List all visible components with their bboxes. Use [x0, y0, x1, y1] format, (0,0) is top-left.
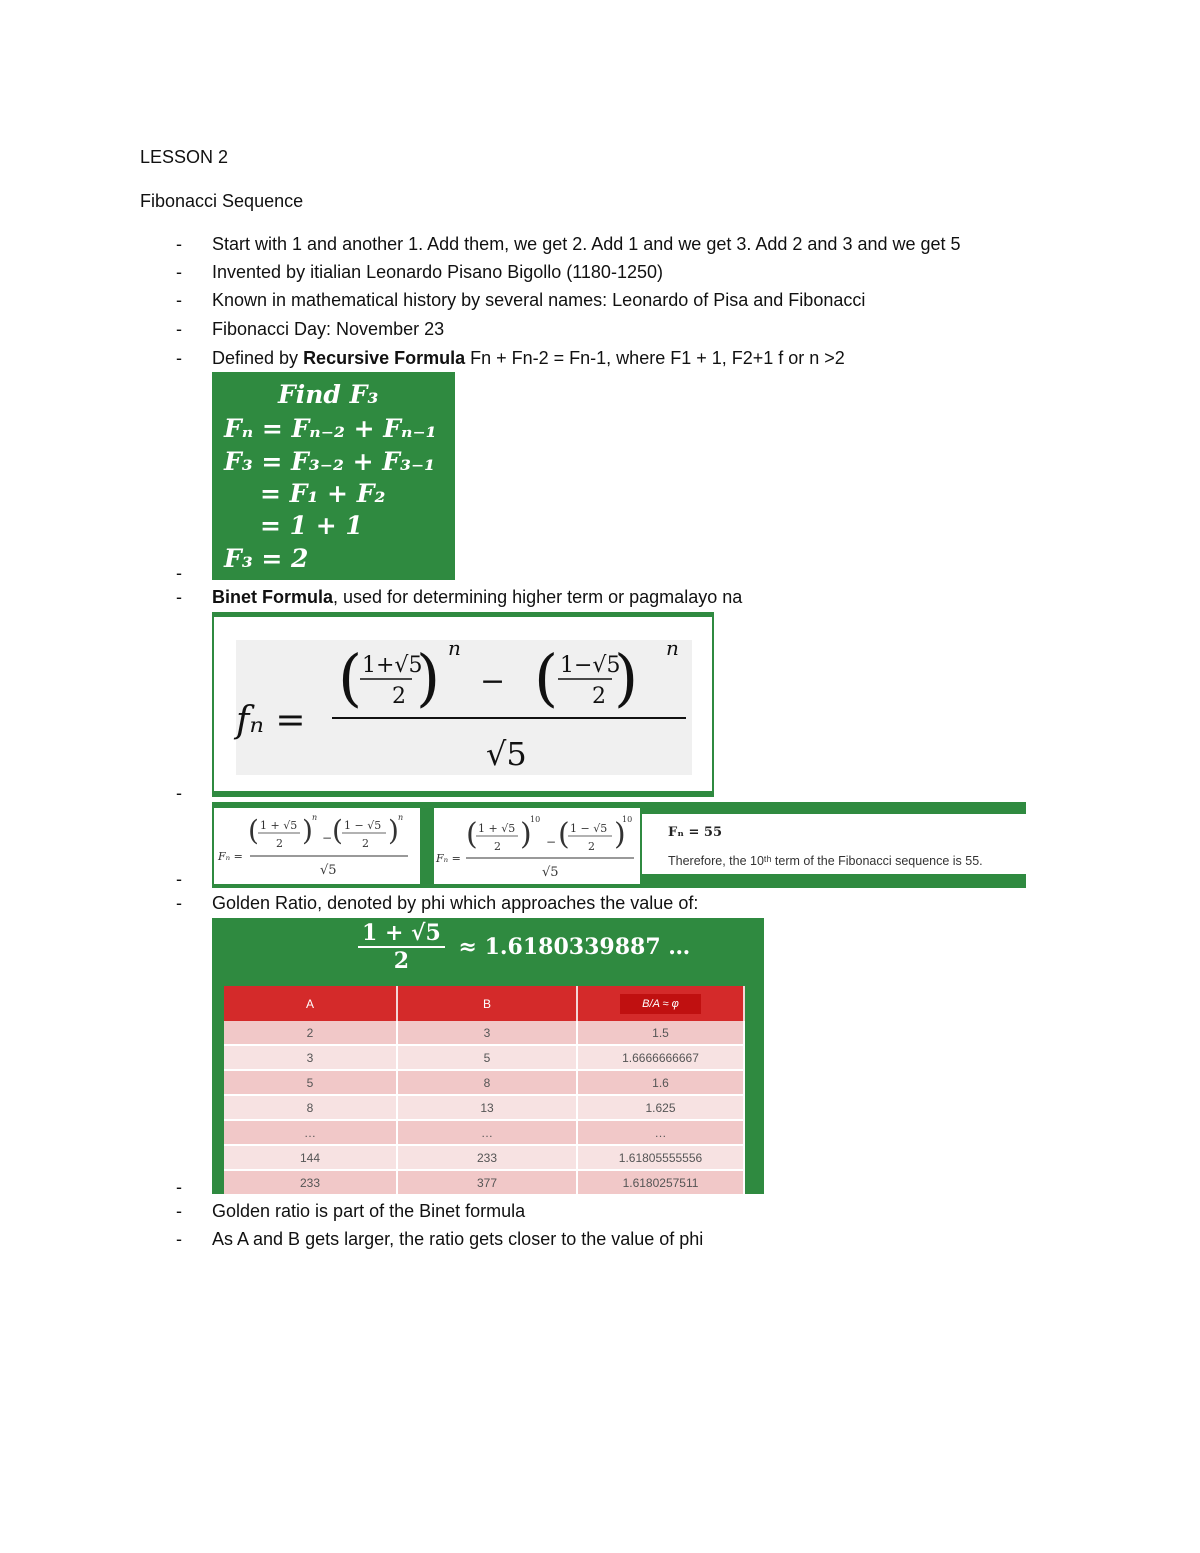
binet-den-left: 2: [392, 684, 406, 709]
binet-example-svg: [212, 802, 1026, 888]
table-cell: 233: [224, 1170, 397, 1195]
ratio-header-label: B/A ≈ φ: [620, 994, 701, 1014]
table-cell: 8: [397, 1070, 577, 1095]
example2-num-b: 1 − √5: [570, 822, 608, 835]
golden-fraction: [358, 920, 690, 974]
binet-exp-right: n: [666, 636, 679, 660]
bullet-bold-text: Recursive Formula: [303, 348, 466, 368]
example1-num-a: 1 + √5: [260, 819, 298, 832]
paren-open-left: (: [338, 641, 363, 714]
golden-ratio-image: [212, 918, 764, 1194]
table-cell: 1.5: [577, 1021, 744, 1045]
table-cell: 1.6666666667: [577, 1045, 744, 1070]
bullet-binet-formula: [212, 586, 742, 608]
bullet-text: Invented by itialian Leonardo Pisano Bigollo (1180-1250): [212, 262, 663, 282]
table-row: [224, 1045, 744, 1070]
binet-num-left: 1+√5: [362, 653, 423, 678]
example1-exp-a: n: [312, 813, 318, 822]
table-cell: 1.6: [577, 1070, 744, 1095]
recursive-line-1: Find F₃: [278, 380, 379, 409]
svg-text:−: −: [546, 835, 557, 849]
table-header-b: B: [397, 986, 577, 1021]
bullet-text: Start with 1 and another 1. Add them, we get 2. Add 1 and we get 3. Add 2 and 3 and we get 5: [212, 234, 961, 254]
example3-text: Therefore, the 10ᵗʰ term of the Fibonacci sequence is 55.: [668, 854, 983, 868]
bullet-text: Defined by: [212, 348, 304, 368]
bullet-text: , used for determining higher term or pagmalayo na: [333, 587, 743, 607]
bullet-mark: -: [176, 319, 182, 339]
table-cell: 5: [224, 1070, 397, 1095]
svg-text:(: (: [248, 814, 259, 847]
bullet-text: Known in mathematical history by several names: Leonardo of Pisa and Fibonacci: [212, 290, 866, 310]
table-cell: 13: [397, 1095, 577, 1120]
bullet-mark: -: [176, 587, 182, 607]
recursive-formula-image: [212, 372, 455, 580]
binet-formula-svg: [214, 617, 712, 791]
bullet-start-with-1: [212, 233, 961, 255]
bullet-mark: -: [176, 262, 182, 282]
example2-num-a: 1 + √5: [478, 822, 516, 835]
recursive-line-2: Fₙ = Fₙ₋₂ + Fₙ₋₁: [224, 414, 437, 443]
table-cell: 1.61805555556: [577, 1145, 744, 1170]
binet-exp-left: n: [448, 636, 461, 660]
table-cell: …: [397, 1120, 577, 1145]
binet-den-right: 2: [592, 684, 606, 709]
binet-example-image: [212, 802, 1026, 888]
paren-close-right: ): [614, 641, 639, 714]
bullet-text: Golden Ratio, denoted by phi which approaches the value of:: [212, 893, 699, 913]
table-header-a: A: [224, 986, 397, 1021]
table-cell: …: [224, 1120, 397, 1145]
example1-den-a: 2: [276, 837, 283, 850]
bullet-recursive-formula: [212, 347, 845, 369]
bullet-mark: -: [176, 1201, 182, 1221]
svg-text:(: (: [332, 814, 343, 847]
svg-text:): ): [520, 817, 532, 852]
golden-approx: ≈ 1.6180339887 …: [458, 934, 691, 960]
example1-num-b: 1 − √5: [344, 819, 382, 832]
example1-lhs: Fₙ =: [218, 850, 243, 863]
example2-exp-b: 10: [622, 815, 633, 824]
example2-bottom: √5: [542, 865, 559, 880]
example2-den-b: 2: [588, 840, 595, 853]
bullet-text: Fn + Fn-2 = Fn-1, where F1 + 1, F2+1 f or n >2: [465, 348, 845, 368]
bullet-mark: -: [176, 348, 182, 368]
table-cell: 3: [224, 1045, 397, 1070]
example1-exp-b: n: [398, 813, 404, 822]
bullet-mark: -: [176, 290, 182, 310]
bullet-text: Golden ratio is part of the Binet formula: [212, 1201, 526, 1221]
svg-text:(: (: [558, 817, 570, 852]
binet-lhs: fₙ =: [236, 700, 306, 741]
table-cell: 2: [224, 1021, 397, 1045]
bullet-mark: -: [176, 893, 182, 913]
example2-lhs: Fₙ =: [436, 852, 461, 865]
bullet-text: Fibonacci Day: November 23: [212, 319, 445, 339]
example1-bottom: √5: [320, 863, 337, 878]
bullet-golden-ratio: [212, 892, 698, 914]
bullet-bold-text: Binet Formula: [212, 587, 334, 607]
bullet-text: As A and B gets larger, the ratio gets closer to the value of phi: [212, 1229, 704, 1249]
example2-exp-a: 10: [530, 815, 541, 824]
binet-formula-image: [212, 612, 714, 797]
bullet-known-names: [212, 289, 865, 311]
binet-num-right: 1−√5: [560, 653, 621, 678]
recursive-line-4: = F₁ + F₂: [260, 479, 386, 508]
bullet-invented-by: [212, 261, 663, 283]
lesson-title: LESSON 2: [140, 147, 229, 167]
svg-text:(: (: [466, 817, 478, 852]
bullet-ratio-closer-phi: [212, 1228, 703, 1250]
table-cell: 144: [224, 1145, 397, 1170]
svg-text:): ): [388, 814, 399, 847]
example2-den-a: 2: [494, 840, 501, 853]
golden-frac-den: 2: [393, 948, 410, 974]
table-cell: 3: [397, 1021, 577, 1045]
bullet-mark: -: [176, 234, 182, 254]
recursive-line-3: F₃ = F₃₋₂ + F₃₋₁: [224, 447, 436, 476]
table-row: [224, 1095, 744, 1120]
bullet-mark: -: [176, 783, 182, 803]
bullet-golden-part-binet: [212, 1200, 525, 1222]
table-row: [224, 1070, 744, 1095]
golden-frac-num: 1 + √5: [358, 920, 445, 948]
bullet-mark: -: [176, 1177, 182, 1197]
section-title: Fibonacci Sequence: [140, 191, 304, 211]
recursive-line-5: = 1 + 1: [260, 511, 363, 540]
paren-close-left: ): [416, 641, 441, 714]
table-cell: 233: [397, 1145, 577, 1170]
table-row: [224, 1120, 744, 1145]
paren-open-right: (: [534, 641, 559, 714]
bullet-fibonacci-day: [212, 318, 444, 340]
recursive-line-6: F₃ = 2: [224, 544, 309, 573]
table-row: [224, 1170, 744, 1195]
table-cell: 8: [224, 1095, 397, 1120]
bullet-mark: -: [176, 869, 182, 889]
table-cell: 1.6180257511: [577, 1170, 744, 1195]
table-header-ratio: [577, 986, 744, 1021]
table-row: [224, 1145, 744, 1170]
example1-den-b: 2: [362, 837, 369, 850]
svg-text:−: −: [322, 831, 333, 845]
svg-text:): ): [302, 814, 313, 847]
table-cell: 377: [397, 1170, 577, 1195]
svg-text:): ): [614, 817, 626, 852]
bullet-mark: -: [176, 563, 182, 583]
table-cell: 1.625: [577, 1095, 744, 1120]
table-cell: 5: [397, 1045, 577, 1070]
binet-denominator: √5: [486, 735, 527, 773]
table-row: [224, 1021, 744, 1045]
table-cell: …: [577, 1120, 744, 1145]
bullet-mark: -: [176, 1229, 182, 1249]
example3-result: Fₙ = 55: [668, 825, 723, 840]
golden-ratio-table: [224, 986, 745, 1196]
binet-minus: −: [480, 664, 506, 699]
